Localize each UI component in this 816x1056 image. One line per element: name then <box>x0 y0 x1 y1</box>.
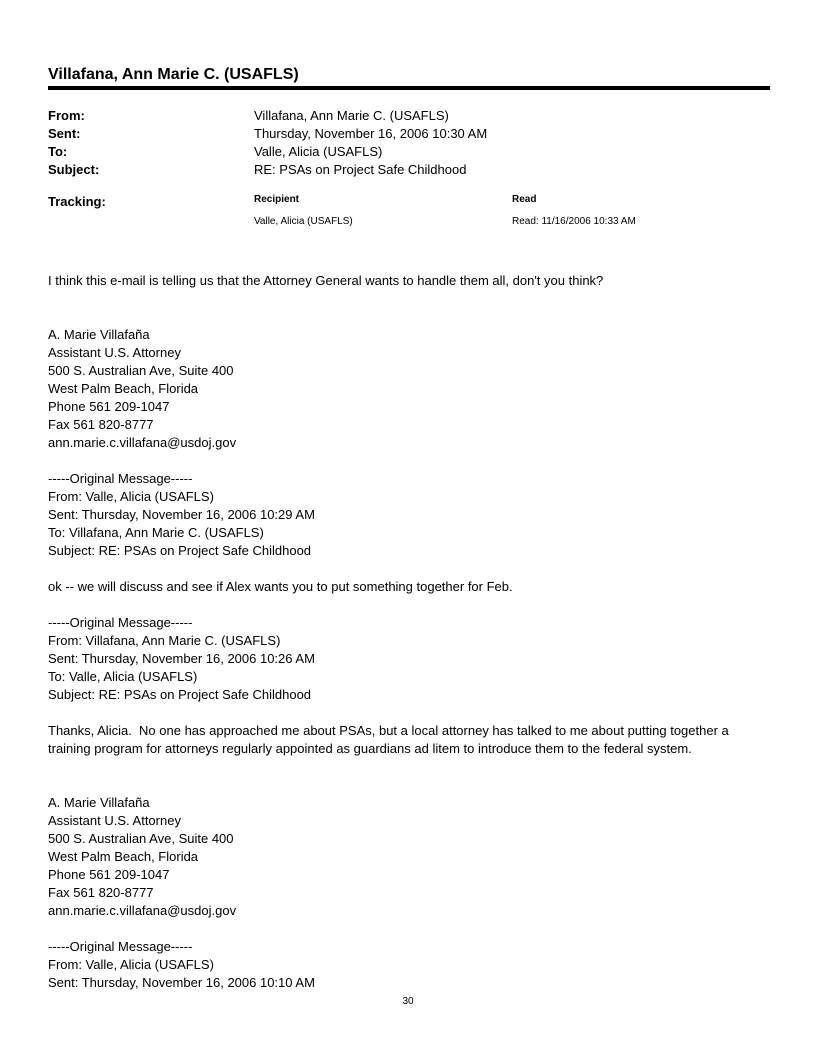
title-rule <box>48 86 770 90</box>
from-label: From: <box>48 108 85 123</box>
recipient-column-header: Recipient <box>254 194 300 205</box>
read-column-header: Read <box>512 194 537 205</box>
sender-title: Villafana, Ann Marie C. (USAFLS) <box>48 66 299 83</box>
original-from: From: Valle, Alicia (USAFLS) <box>48 489 214 504</box>
signature-address: 500 S. Australian Ave, Suite 400 <box>48 363 234 378</box>
original-sent: Sent: Thursday, November 16, 2006 10:29 AM <box>48 507 315 522</box>
signature-title: Assistant U.S. Attorney <box>48 345 181 360</box>
original-to: To: Villafana, Ann Marie C. (USAFLS) <box>48 525 264 540</box>
to-value: Valle, Alicia (USAFLS) <box>254 144 383 159</box>
original-sent: Sent: Thursday, November 16, 2006 10:26 AM <box>48 651 315 666</box>
original-to: To: Valle, Alicia (USAFLS) <box>48 669 198 684</box>
email-header <box>48 107 770 179</box>
signature-address: 500 S. Australian Ave, Suite 400 <box>48 831 234 846</box>
sent-row <box>48 125 770 143</box>
body-line: training program for attorneys regularly appointed as guardians ad litem to introduce them to the federal system. <box>48 741 692 756</box>
body-line: Thanks, Alicia. No one has approached me about PSAs, but a local attorney has talked to me about putting together a <box>48 723 729 738</box>
original-message-marker: -----Original Message----- <box>48 471 193 486</box>
signature-name: A. Marie Villafaña <box>48 795 150 810</box>
original-from: From: Villafana, Ann Marie C. (USAFLS) <box>48 633 281 648</box>
signature-name: A. Marie Villafaña <box>48 327 150 342</box>
tracking-label: Tracking: <box>48 194 106 209</box>
subject-row <box>48 161 770 179</box>
signature-phone: Phone 561 209-1047 <box>48 399 170 414</box>
original-subject: Subject: RE: PSAs on Project Safe Childhood <box>48 543 312 558</box>
tracking-recipient: Valle, Alicia (USAFLS) <box>254 216 353 227</box>
signature-email: ann.marie.c.villafana@usdoj.gov <box>48 435 237 450</box>
signature-city: West Palm Beach, Florida <box>48 849 199 864</box>
message-body <box>48 272 770 992</box>
original-sent: Sent: Thursday, November 16, 2006 10:10 AM <box>48 975 315 990</box>
original-message-marker: -----Original Message----- <box>48 939 193 954</box>
signature-email: ann.marie.c.villafana@usdoj.gov <box>48 903 237 918</box>
page-number: 30 <box>402 996 414 1007</box>
body-line: ok -- we will discuss and see if Alex wants you to put something together for Feb. <box>48 579 513 594</box>
original-subject: Subject: RE: PSAs on Project Safe Childhood <box>48 687 312 702</box>
original-message-marker: -----Original Message----- <box>48 615 193 630</box>
signature-fax: Fax 561 820-8777 <box>48 417 154 432</box>
tracking-read-status: Read: 11/16/2006 10:33 AM <box>512 216 636 227</box>
to-row <box>48 143 770 161</box>
from-row <box>48 107 770 125</box>
from-value: Villafana, Ann Marie C. (USAFLS) <box>254 108 449 123</box>
signature-fax: Fax 561 820-8777 <box>48 885 154 900</box>
subject-label: Subject: <box>48 162 100 177</box>
signature-city: West Palm Beach, Florida <box>48 381 199 396</box>
sent-value: Thursday, November 16, 2006 10:30 AM <box>254 126 488 141</box>
subject-value: RE: PSAs on Project Safe Childhood <box>254 162 467 177</box>
body-line: I think this e-mail is telling us that the Attorney General wants to handle them all, don't you think? <box>48 273 604 288</box>
original-from: From: Valle, Alicia (USAFLS) <box>48 957 214 972</box>
sent-label: Sent: <box>48 126 81 141</box>
signature-phone: Phone 561 209-1047 <box>48 867 170 882</box>
signature-title: Assistant U.S. Attorney <box>48 813 181 828</box>
to-label: To: <box>48 144 68 159</box>
